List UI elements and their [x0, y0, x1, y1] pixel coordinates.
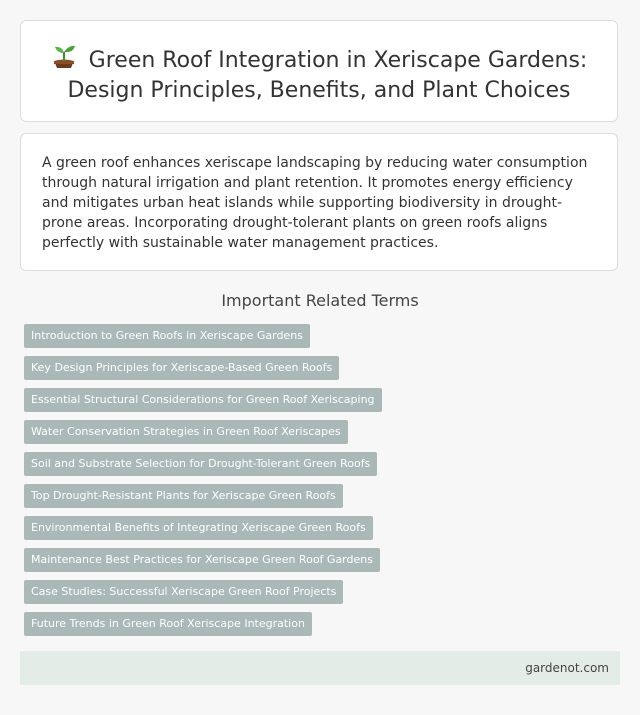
- term-tag[interactable]: Essential Structural Considerations for Green Roof Xeriscaping: [24, 388, 382, 412]
- term-tag[interactable]: Environmental Benefits of Integrating Xeriscape Green Roofs: [24, 516, 373, 540]
- page-title: [21, 43, 617, 106]
- term-tag[interactable]: Top Drought-Resistant Plants for Xeriscape Green Roofs: [24, 484, 343, 508]
- summary-card: [20, 133, 618, 271]
- term-tag[interactable]: Soil and Substrate Selection for Drought-Tolerant Green Roofs: [24, 452, 377, 476]
- term-tag[interactable]: Case Studies: Successful Xeriscape Green Roof Projects: [24, 580, 343, 604]
- term-tag[interactable]: Introduction to Green Roofs in Xeriscape Gardens: [24, 324, 310, 348]
- title-line-1: Green Roof Integration in Xeriscape Gardens:: [88, 48, 588, 73]
- title-card: [20, 20, 618, 122]
- term-tag[interactable]: Water Conservation Strategies in Green Roof Xeriscapes: [24, 420, 348, 444]
- footer: [20, 651, 620, 685]
- terms-heading: Important Related Terms: [221, 291, 419, 310]
- footer-site[interactable]: gardenot.com: [525, 661, 609, 675]
- title-line-2: Design Principles, Benefits, and Plant Choices: [67, 78, 571, 103]
- term-tag[interactable]: Maintenance Best Practices for Xeriscape Green Roof Gardens: [24, 548, 380, 572]
- summary-text: A green roof enhances xeriscape landscaping by reducing water consumption through natural irrigation and plant retention. It promotes energy efficiency and mitigates urban heat islands while supporting biodiversity in drought-prone areas. Incorporating drought-tolerant plants on green roofs aligns perfectly with sustainable water management practices.: [42, 155, 588, 251]
- term-tag[interactable]: Key Design Principles for Xeriscape-Based Green Roofs: [24, 356, 339, 380]
- sprout-icon: [51, 43, 77, 69]
- term-tag[interactable]: Future Trends in Green Roof Xeriscape Integration: [24, 612, 312, 636]
- related-terms-list: [24, 324, 620, 644]
